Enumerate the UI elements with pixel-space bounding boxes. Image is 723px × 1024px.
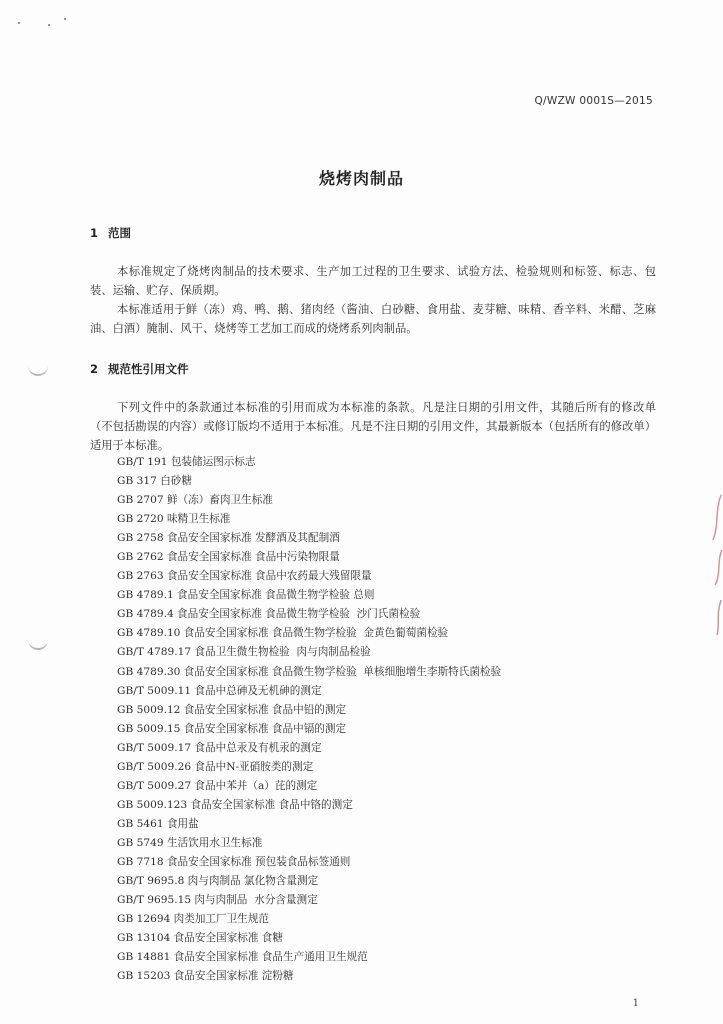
reference-item: GB 4789.1 食品安全国家标准 食品微生物学检验 总则	[117, 589, 375, 602]
reference-item: GB/T 9695.8 肉与肉制品 氯化物含量测定	[117, 875, 319, 888]
reference-item: GB 317 白砂糖	[117, 475, 192, 488]
reference-item: GB 5009.123 食品安全国家标准 食品中铬的测定	[117, 798, 353, 811]
scope-paragraph-2: 本标准适用于鲜（冻）鸡、鸭、鹅、猪肉经（酱油、白砂糖、食用盐、麦芽糖、味精、香辛料、米醋、芝麻油、白酒）腌制、风干、烧烤等工艺加工而成的烧烤系列肉制品。	[90, 303, 656, 335]
reference-list	[117, 453, 501, 986]
reference-item: GB/T 5009.27 食品中苯并（a）芘的测定	[117, 779, 318, 792]
reference-item: GB/T 5009.17 食品中总汞及有机汞的测定	[117, 741, 322, 754]
reference-item: GB 13104 食品安全国家标准 食糖	[117, 932, 283, 945]
scan-speck	[48, 24, 50, 26]
section-heading-normative-references	[90, 361, 189, 377]
binding-hole-mark	[28, 636, 48, 650]
reference-item: GB 12694 肉类加工厂卫生规范	[117, 913, 270, 926]
reference-item: GB 7718 食品安全国家标准 预包装食品标签通则	[117, 855, 351, 868]
section-title: 规范性引用文件	[108, 362, 189, 376]
scan-speck	[18, 22, 20, 24]
reference-item: GB 15203 食品安全国家标准 淀粉糖	[117, 970, 294, 983]
document-title: 烧烤肉制品	[318, 169, 404, 188]
reference-item: GB 14881 食品安全国家标准 食品生产通用卫生规范	[117, 951, 368, 964]
reference-item: GB/T 9695.15 肉与肉制品 水分含量测定	[117, 894, 318, 907]
reference-item: GB/T 5009.11 食品中总砷及无机砷的测定	[117, 684, 322, 697]
scan-speck	[64, 18, 66, 20]
reference-item: GB 2758 食品安全国家标准 发酵酒及其配制酒	[117, 532, 340, 545]
reference-item: GB 4789.10 食品安全国家标准 食品微生物学检验 金黄色葡萄菌检验	[117, 627, 449, 640]
reference-item: GB/T 191 包装储运图示标志	[117, 456, 256, 468]
reference-item: GB 2763 食品安全国家标准 食品中农药最大残留限量	[117, 570, 372, 583]
reference-item: GB 5009.15 食品安全国家标准 食品中镉的测定	[117, 722, 347, 735]
reference-item: GB 4789.4 食品安全国家标准 食品微生物学检验 沙门氏菌检验	[117, 608, 421, 621]
seal-edge-mark	[709, 490, 723, 640]
scope-paragraph-1: 本标准规定了烧烤肉制品的技术要求、生产加工过程的卫生要求、试验方法、检验规则和标签、标志、包装、运输、贮存、保质期。	[90, 265, 656, 297]
standard-code: Q/WZW 0001S—2015	[534, 95, 653, 107]
page-number: 1	[632, 998, 639, 1009]
section-number: 1	[90, 226, 99, 240]
reference-item: GB 5749 生活饮用水卫生标准	[117, 836, 263, 849]
references-intro-paragraph: 下列文件中的条款通过本标准的引用而成为本标准的条款。凡是注日期的引用文件，其随后所有的修改单（不包括勘误的内容）或修订版均不适用于本标准。凡是不注日期的引用文件，其最新版本（包括所有的修改单）适用于本标准。	[90, 401, 656, 452]
section-heading-scope	[90, 225, 131, 241]
reference-item: GB/T 4789.17 食品卫生微生物检验 肉与肉制品检验	[117, 646, 371, 659]
reference-item: GB 2720 味精卫生标准	[117, 513, 231, 526]
reference-item: GB 5461 食用盐	[117, 817, 199, 830]
binding-hole-mark	[28, 362, 48, 376]
section-title: 范围	[108, 226, 131, 240]
reference-item: GB/T 5009.26 食品中N-亚硝胺类的测定	[117, 760, 314, 773]
reference-item: GB 2762 食品安全国家标准 食品中污染物限量	[117, 551, 340, 564]
section-number: 2	[90, 362, 99, 376]
reference-item: GB 5009.12 食品安全国家标准 食品中铅的测定	[117, 703, 347, 716]
reference-item: GB 2707 鲜（冻）畜肉卫生标准	[117, 494, 273, 507]
reference-item: GB 4789.30 食品安全国家标准 食品微生物学检验 单核细胞增生李斯特氏菌检验	[117, 665, 502, 678]
